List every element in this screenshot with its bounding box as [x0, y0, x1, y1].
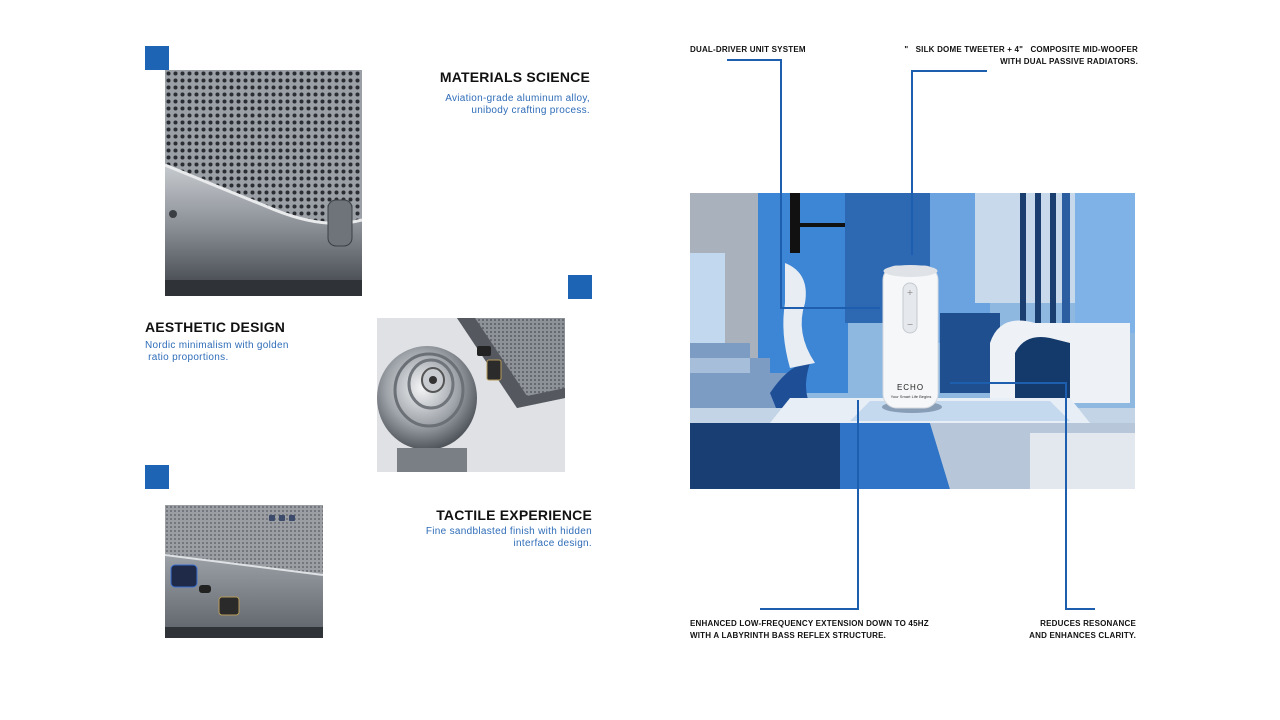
accent-square-bottom — [145, 465, 169, 489]
speaker-grille-photo — [165, 70, 362, 296]
callout-line-resonance-h1 — [950, 382, 1067, 384]
materials-science-desc-line2: unibody crafting process. — [471, 105, 590, 116]
callout-line-dual-driver-h — [727, 59, 781, 61]
callout-line-dual-driver-end — [780, 307, 880, 309]
materials-science-title: MATERIALS SCIENCE — [439, 69, 590, 85]
callout-line-bass-v — [857, 400, 859, 610]
speaker-ports-photo — [165, 505, 323, 638]
passive-radiator-photo — [377, 318, 565, 472]
accent-square-middle — [568, 275, 592, 299]
materials-science-desc-line1: Aviation-grade aluminum alloy, — [445, 93, 590, 104]
tactile-experience-desc-line1: Fine sandblasted finish with hidden — [425, 526, 592, 537]
callout-line-dual-driver-v — [780, 59, 782, 309]
accent-square-top — [145, 46, 169, 70]
product-tagline: Your Smart Life Begins — [890, 394, 932, 399]
callout-line-resonance-v — [1065, 382, 1067, 610]
callout-line-resonance-h2 — [1065, 608, 1095, 610]
aesthetic-design-title: AESTHETIC DESIGN — [145, 319, 286, 335]
svg-text:+: + — [906, 288, 914, 297]
aesthetic-design-desc-line2: ratio proportions. — [145, 352, 229, 363]
bass-callout-line2: WITH A LABYRINTH BASS REFLEX STRUCTURE. — [690, 631, 887, 640]
resonance-callout-line1: REDUCES RESONANCE — [1040, 619, 1136, 628]
bass-callout-line1: ENHANCED LOW-FREQUENCY EXTENSION DOWN TO 45HZ — [690, 619, 929, 628]
tweeter-callout-line2: WITH DUAL PASSIVE RADIATORS. — [1000, 57, 1138, 66]
callout-line-tweeter-v — [911, 70, 913, 255]
product-brand-label: ECHO — [896, 383, 925, 392]
callout-line-tweeter-h — [911, 70, 987, 72]
svg-text:−: − — [906, 320, 914, 329]
resonance-callout-line2: AND ENHANCES CLARITY. — [1029, 631, 1136, 640]
aesthetic-design-desc-line1: Nordic minimalism with golden — [145, 340, 289, 351]
callout-line-bass-h — [760, 608, 859, 610]
dual-driver-callout: DUAL-DRIVER UNIT SYSTEM — [690, 45, 806, 54]
tactile-experience-desc-line2: interface design. — [513, 538, 592, 549]
tweeter-callout-line1: " SILK DOME TWEETER + 4" COMPOSITE MID-WOOFER — [904, 45, 1138, 54]
tactile-experience-title: TACTILE EXPERIENCE — [436, 507, 592, 523]
